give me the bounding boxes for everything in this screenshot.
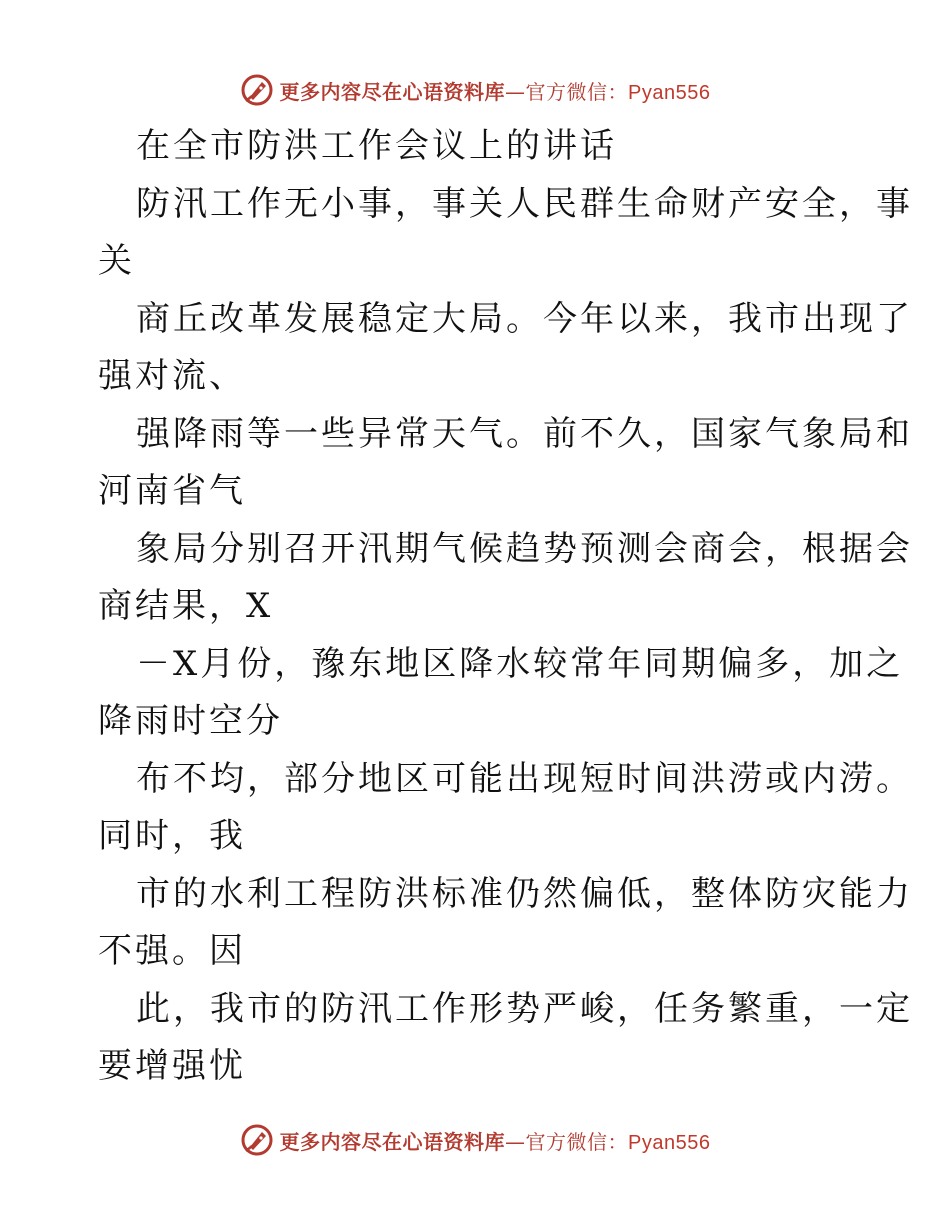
document-line: 强降雨等一些异常天气。前不久，国家气象局和 bbox=[136, 413, 913, 454]
footer-banner-text bbox=[280, 1126, 711, 1155]
banner-wechat-label: 官方微信： bbox=[525, 79, 629, 104]
banner-wechat-id: Pyan556 bbox=[628, 81, 711, 104]
document-line: 商结果，X bbox=[98, 586, 274, 626]
pen-nib-logo-icon bbox=[240, 73, 274, 107]
header-banner bbox=[0, 70, 950, 110]
banner-main-text: 更多内容尽在心语资料库 bbox=[279, 1129, 506, 1154]
footer-banner bbox=[0, 1120, 950, 1160]
document-line: 市的水利工程防洪标准仍然偏低，整体防灾能力 bbox=[136, 873, 913, 914]
document-line: 不强。因 bbox=[98, 931, 246, 971]
document-line: 降雨时空分 bbox=[98, 701, 283, 741]
banner-main-text: 更多内容尽在心语资料库 bbox=[279, 79, 506, 104]
header-banner-text bbox=[280, 76, 711, 105]
document-line: 强对流、 bbox=[98, 356, 246, 396]
document-line: 防汛工作无小事，事关人民群生命财产安全，事 bbox=[136, 183, 913, 224]
banner-separator: — bbox=[505, 1129, 526, 1154]
document-line: 此，我市的防汛工作形势严峻，任务繁重，一定 bbox=[136, 988, 913, 1029]
document-line: －X月份，豫东地区降水较常年同期偏多，加之 bbox=[136, 643, 904, 684]
pen-nib-logo-icon bbox=[240, 1123, 274, 1157]
footer-banner-inner bbox=[240, 1123, 711, 1157]
document-line: 象局分别召开汛期气候趋势预测会商会，根据会 bbox=[136, 528, 913, 569]
document-line: 布不均，部分地区可能出现短时间洪涝或内涝。 bbox=[136, 758, 913, 799]
document-line: 在全市防洪工作会议上的讲话 bbox=[136, 126, 617, 166]
banner-wechat-id: Pyan556 bbox=[628, 1131, 711, 1154]
banner-wechat-label: 官方微信： bbox=[525, 1129, 629, 1154]
document-body bbox=[98, 118, 913, 1096]
header-banner-inner bbox=[240, 73, 711, 107]
document-line: 关 bbox=[98, 241, 135, 281]
document-line: 要增强忧 bbox=[98, 1046, 246, 1086]
document-line: 河南省气 bbox=[98, 471, 246, 511]
document-line: 同时，我 bbox=[98, 816, 246, 856]
banner-separator: — bbox=[505, 79, 526, 104]
document-line: 商丘改革发展稳定大局。今年以来，我市出现了 bbox=[136, 298, 913, 339]
